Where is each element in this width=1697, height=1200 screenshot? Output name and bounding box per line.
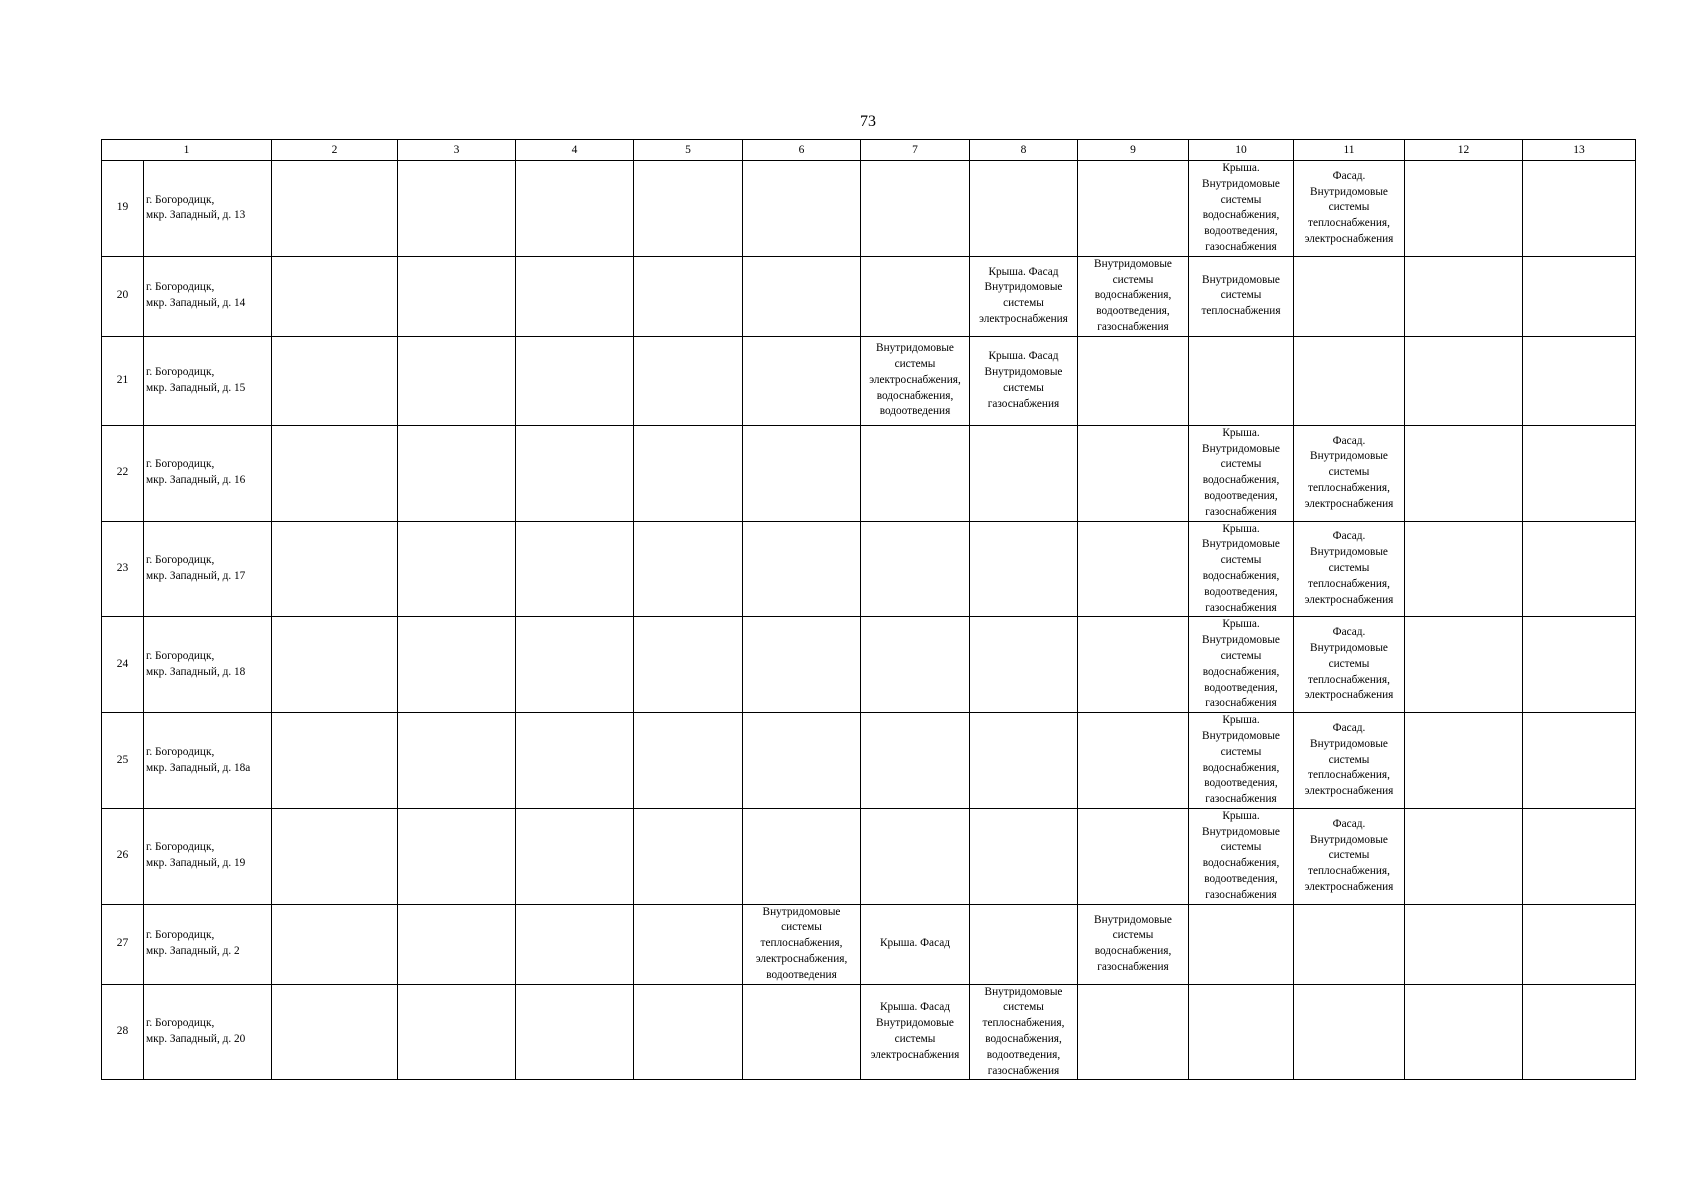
table-cell: Крыша. Фасад Внутридомовые системы электроснабжения (861, 984, 970, 1080)
address-cell: г. Богородицк, мкр. Западный, д. 18 (144, 617, 272, 713)
column-header: 5 (634, 140, 743, 161)
table-cell (634, 617, 743, 713)
table-cell (1523, 256, 1636, 336)
table-cell (861, 521, 970, 617)
table-cell: Крыша. Внутридомовые системы водоснабжения, водоотведения, газоснабжения (1189, 425, 1294, 521)
table-row (102, 256, 1636, 336)
table-cell (743, 161, 861, 257)
table-cell: Фасад. Внутридомовые системы теплоснабжения, электроснабжения (1294, 713, 1405, 809)
table-cell (634, 425, 743, 521)
table-row (102, 808, 1636, 904)
table-cell: Крыша. Внутридомовые системы водоснабжения, водоотведения, газоснабжения (1189, 808, 1294, 904)
table-cell: Крыша. Фасад Внутридомовые системы электроснабжения (970, 256, 1078, 336)
table-cell (272, 617, 398, 713)
table-cell (634, 336, 743, 425)
table-cell (272, 336, 398, 425)
table-cell (1405, 904, 1523, 984)
table-cell (970, 904, 1078, 984)
table-row (102, 617, 1636, 713)
table-cell (1405, 256, 1523, 336)
table-cell (634, 904, 743, 984)
table-cell (1078, 617, 1189, 713)
address-cell: г. Богородицк, мкр. Западный, д. 15 (144, 336, 272, 425)
table-cell (970, 521, 1078, 617)
column-header: 4 (516, 140, 634, 161)
table-cell (1523, 336, 1636, 425)
table-cell (1078, 521, 1189, 617)
table-cell (516, 904, 634, 984)
table-cell (634, 984, 743, 1080)
table-cell (1405, 521, 1523, 617)
row-number: 27 (102, 904, 144, 984)
row-number: 19 (102, 161, 144, 257)
table-cell (1523, 808, 1636, 904)
table-cell (1523, 521, 1636, 617)
table-cell (398, 161, 516, 257)
table-cell: Крыша. Фасад (861, 904, 970, 984)
header-row (102, 140, 1636, 161)
table-cell: Фасад. Внутридомовые системы теплоснабжения, электроснабжения (1294, 617, 1405, 713)
table-cell (516, 521, 634, 617)
table-cell (1189, 984, 1294, 1080)
table-cell (272, 256, 398, 336)
table-cell: Внутридомовые системы теплоснабжения, электроснабжения, водоотведения (743, 904, 861, 984)
column-header: 1 (102, 140, 272, 161)
table-cell (272, 425, 398, 521)
table-row (102, 521, 1636, 617)
table-cell (634, 713, 743, 809)
table-cell (743, 256, 861, 336)
table-cell (743, 984, 861, 1080)
table-cell (1523, 904, 1636, 984)
table-cell (398, 617, 516, 713)
table-cell (1078, 336, 1189, 425)
table-cell (634, 808, 743, 904)
table-cell (1294, 984, 1405, 1080)
table-cell (516, 617, 634, 713)
address-cell: г. Богородицк, мкр. Западный, д. 20 (144, 984, 272, 1080)
table-cell (398, 256, 516, 336)
address-cell: г. Богородицк, мкр. Западный, д. 19 (144, 808, 272, 904)
table-cell (861, 808, 970, 904)
table-cell: Фасад. Внутридомовые системы теплоснабжения, электроснабжения (1294, 808, 1405, 904)
repair-schedule-table (101, 139, 1636, 1080)
table-cell (1078, 425, 1189, 521)
table-cell (634, 161, 743, 257)
table-cell (398, 808, 516, 904)
table-cell (743, 336, 861, 425)
table-cell (516, 808, 634, 904)
table-row (102, 904, 1636, 984)
table-cell: Внутридомовые системы водоснабжения, газоснабжения (1078, 904, 1189, 984)
table-cell (1405, 808, 1523, 904)
column-header: 3 (398, 140, 516, 161)
column-header: 11 (1294, 140, 1405, 161)
column-header: 10 (1189, 140, 1294, 161)
column-header: 7 (861, 140, 970, 161)
table-cell: Фасад. Внутридомовые системы теплоснабжения, электроснабжения (1294, 161, 1405, 257)
table-cell (634, 521, 743, 617)
table-cell (272, 521, 398, 617)
table-cell: Крыша. Внутридомовые системы водоснабжения, водоотведения, газоснабжения (1189, 521, 1294, 617)
table-cell (1294, 336, 1405, 425)
table-cell (516, 161, 634, 257)
table-cell (1405, 713, 1523, 809)
table-cell (970, 161, 1078, 257)
table-cell (1523, 617, 1636, 713)
table-cell: Крыша. Внутридомовые системы водоснабжения, водоотведения, газоснабжения (1189, 617, 1294, 713)
table-cell (1523, 713, 1636, 809)
table-cell (861, 161, 970, 257)
row-number: 23 (102, 521, 144, 617)
column-header: 8 (970, 140, 1078, 161)
table-cell (634, 256, 743, 336)
table-cell: Внутридомовые системы теплоснабжения, водоснабжения, водоотведения, газоснабжения (970, 984, 1078, 1080)
table-cell (970, 808, 1078, 904)
row-number: 20 (102, 256, 144, 336)
table-cell (970, 713, 1078, 809)
table-cell: Крыша. Фасад Внутридомовые системы газоснабжения (970, 336, 1078, 425)
table-cell (398, 336, 516, 425)
table-cell (1078, 713, 1189, 809)
address-cell: г. Богородицк, мкр. Западный, д. 17 (144, 521, 272, 617)
table-cell: Внутридомовые системы водоснабжения, водоотведения, газоснабжения (1078, 256, 1189, 336)
column-header: 9 (1078, 140, 1189, 161)
table-cell (1523, 161, 1636, 257)
table-cell (1405, 425, 1523, 521)
table-cell (398, 904, 516, 984)
row-number: 22 (102, 425, 144, 521)
table-cell: Внутридомовые системы электроснабжения, водоснабжения, водоотведения (861, 336, 970, 425)
table-cell (1078, 161, 1189, 257)
table-cell (1405, 161, 1523, 257)
table-cell (743, 521, 861, 617)
table-cell (1523, 984, 1636, 1080)
address-cell: г. Богородицк, мкр. Западный, д. 14 (144, 256, 272, 336)
table-cell: Крыша. Внутридомовые системы водоснабжения, водоотведения, газоснабжения (1189, 713, 1294, 809)
table-cell (970, 425, 1078, 521)
row-number: 21 (102, 336, 144, 425)
table-cell (861, 425, 970, 521)
row-number: 26 (102, 808, 144, 904)
column-header: 2 (272, 140, 398, 161)
row-number: 24 (102, 617, 144, 713)
table-cell (516, 336, 634, 425)
table-cell (516, 713, 634, 809)
table-row (102, 425, 1636, 521)
table-cell (1078, 808, 1189, 904)
table-cell (1523, 425, 1636, 521)
table-row (102, 336, 1636, 425)
table-cell (272, 904, 398, 984)
table-cell (1189, 904, 1294, 984)
table-cell (398, 984, 516, 1080)
address-cell: г. Богородицк, мкр. Западный, д. 16 (144, 425, 272, 521)
table-cell (272, 713, 398, 809)
table-cell (1078, 984, 1189, 1080)
table-cell (398, 425, 516, 521)
table-row (102, 161, 1636, 257)
column-header: 12 (1405, 140, 1523, 161)
table-cell (398, 521, 516, 617)
table-cell (1294, 904, 1405, 984)
table-cell (398, 713, 516, 809)
row-number: 28 (102, 984, 144, 1080)
table-cell: Крыша. Внутридомовые системы водоснабжения, водоотведения, газоснабжения (1189, 161, 1294, 257)
table-cell: Внутридомовые системы теплоснабжения (1189, 256, 1294, 336)
table-cell (1405, 984, 1523, 1080)
table-cell: Фасад. Внутридомовые системы теплоснабжения, электроснабжения (1294, 425, 1405, 521)
page-number: 73 (860, 113, 876, 130)
table-cell (861, 713, 970, 809)
table-cell (743, 617, 861, 713)
table-cell: Фасад. Внутридомовые системы теплоснабжения, электроснабжения (1294, 521, 1405, 617)
table-cell (743, 425, 861, 521)
column-header: 6 (743, 140, 861, 161)
table-cell (272, 161, 398, 257)
table-cell (1405, 336, 1523, 425)
address-cell: г. Богородицк, мкр. Западный, д. 2 (144, 904, 272, 984)
table-cell (516, 256, 634, 336)
table-cell (1294, 256, 1405, 336)
table-cell (272, 984, 398, 1080)
row-number: 25 (102, 713, 144, 809)
table-cell (1189, 336, 1294, 425)
table-cell (861, 617, 970, 713)
address-cell: г. Богородицк, мкр. Западный, д. 13 (144, 161, 272, 257)
table-cell (272, 808, 398, 904)
table-cell (516, 425, 634, 521)
table-cell (970, 617, 1078, 713)
table-cell (743, 808, 861, 904)
table-cell (861, 256, 970, 336)
table-cell (516, 984, 634, 1080)
column-header: 13 (1523, 140, 1636, 161)
table-cell (1405, 617, 1523, 713)
table-row (102, 984, 1636, 1080)
table-row (102, 713, 1636, 809)
address-cell: г. Богородицк, мкр. Западный, д. 18а (144, 713, 272, 809)
table-cell (743, 713, 861, 809)
